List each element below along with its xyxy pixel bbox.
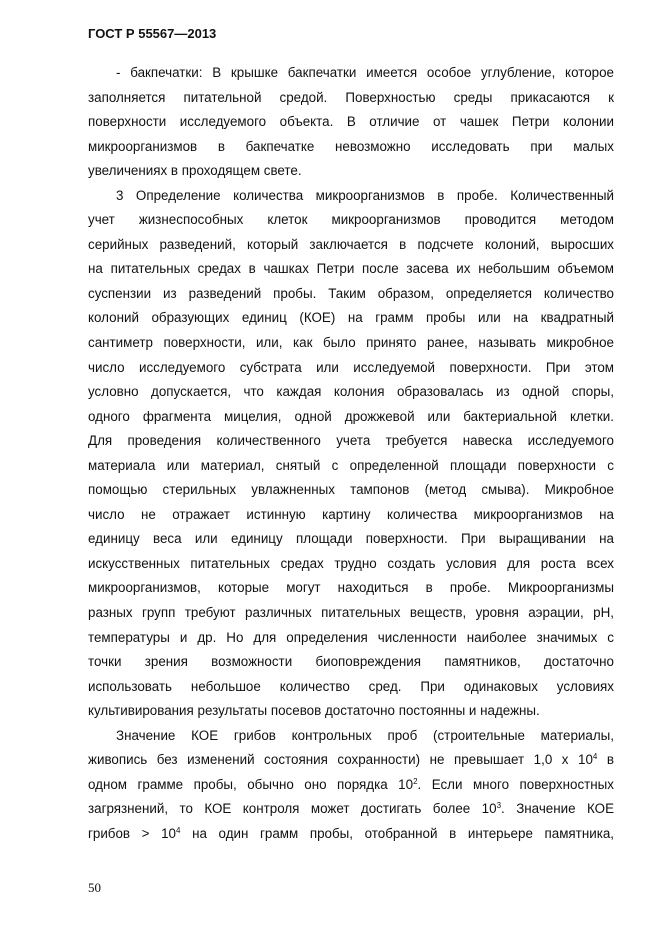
superscript: 4 [176, 825, 181, 835]
text-line: серийных разведений, который заключается в подсчете колоний, выросших [88, 236, 614, 252]
text-line: суспензии из разведений пробы. Таким образом, определяется количество [88, 285, 614, 301]
text-fragment: одном грамме пробы, обычно оно порядка 10 [88, 776, 414, 792]
text-line: колоний образующих единиц (КОЕ) на грамм пробы или на квадратный [88, 310, 614, 326]
text-line: 3 Определение количества микроорганизмов в пробе. Количественный [116, 187, 614, 203]
text-fragment: грибов > 10 [88, 825, 177, 841]
text-line: поверхности исследуемого объекта. В отличие от чашек Петри колонии [88, 114, 614, 130]
text-line: число не отражает истинную картину количества микроорганизмов на [88, 506, 614, 522]
superscript: 3 [496, 801, 502, 811]
text-line: материала или материал, снятый с определенной площади поверхности с [88, 457, 614, 473]
text-line: одного фрагмента мицелия, одной дрожжевой или бактериальной клетки. [88, 408, 614, 424]
text-line: температуры и др. Но для определения численности наиболее значимых с [88, 629, 614, 645]
text-line: единицу веса или единицу площади поверхности. При выращивании на [88, 531, 614, 547]
document-body [88, 61, 614, 847]
text-line: сантиметр поверхности, или, как было принято ранее, называть микробное [88, 335, 614, 351]
superscript: 4 [592, 752, 598, 762]
text-fragment: в [597, 752, 614, 768]
text-fragment: . Значение КОЕ [501, 801, 614, 817]
text-line [88, 797, 614, 822]
text-line: микроорганизмов, которые могут находиться в пробе. Микроорганизмы [88, 580, 614, 596]
text-fragment: на один грамм пробы, отобранной в интерьере памятника, [180, 825, 615, 841]
text-line: на питательных средах в чашках Петри после засева их небольшим объемом [88, 261, 614, 277]
text-line: Значение КОЕ грибов контрольных проб (строительные материалы, [116, 727, 614, 743]
text-line [88, 822, 614, 847]
text-line [88, 748, 614, 773]
text-line: искусственных питательных средах трудно создать условия для роста всех [88, 555, 614, 571]
text-fragment: . Если много поверхностных [417, 776, 614, 792]
text-line: микроорганизмов в бакпечатке невозможно исследовать при малых [88, 138, 614, 154]
text-line: условно допускается, что каждая колония образовалась из одной споры, [88, 384, 614, 400]
text-line: разных групп требуют различных питательных веществ, уровня аэрации, pH, [88, 605, 614, 621]
document-header: ГОСТ Р 55567—2013 [88, 26, 217, 41]
text-line: заполняется питательной средой. Поверхностью среды прикасаются к [88, 89, 614, 105]
text-line: помощью стерильных увлажненных тампонов (метод смыва). Микробное [88, 482, 614, 498]
text-line [88, 773, 614, 798]
text-line: учет жизнеспособных клеток микроорганизмов проводится методом [88, 212, 614, 228]
page-number: 50 [88, 880, 101, 895]
text-line: - бакпечатки: В крышке бакпечатки имеется особое углубление, которое [116, 65, 614, 80]
text-fragment: загрязнений, то КОЕ контроля может достигать более 10 [88, 801, 497, 817]
text-line: число исследуемого субстрата или исследуемой поверхности. При этом [88, 359, 614, 375]
text-line: увеличениях в проходящем свете. [88, 163, 302, 179]
superscript: 2 [413, 776, 418, 786]
text-line: Для проведения количественного учета требуется навеска исследуемого [88, 433, 614, 449]
text-fragment: живопись без изменений состояния сохранности) не превышает 1,0 х 10 [88, 752, 593, 768]
text-line: точки зрения возможности биоповреждения памятников, достаточно [88, 654, 614, 670]
text-line: использовать небольшое количество сред. При одинаковых условиях [88, 678, 614, 694]
text-line: культивирования результаты посевов достаточно постоянны и надежны. [88, 703, 540, 719]
